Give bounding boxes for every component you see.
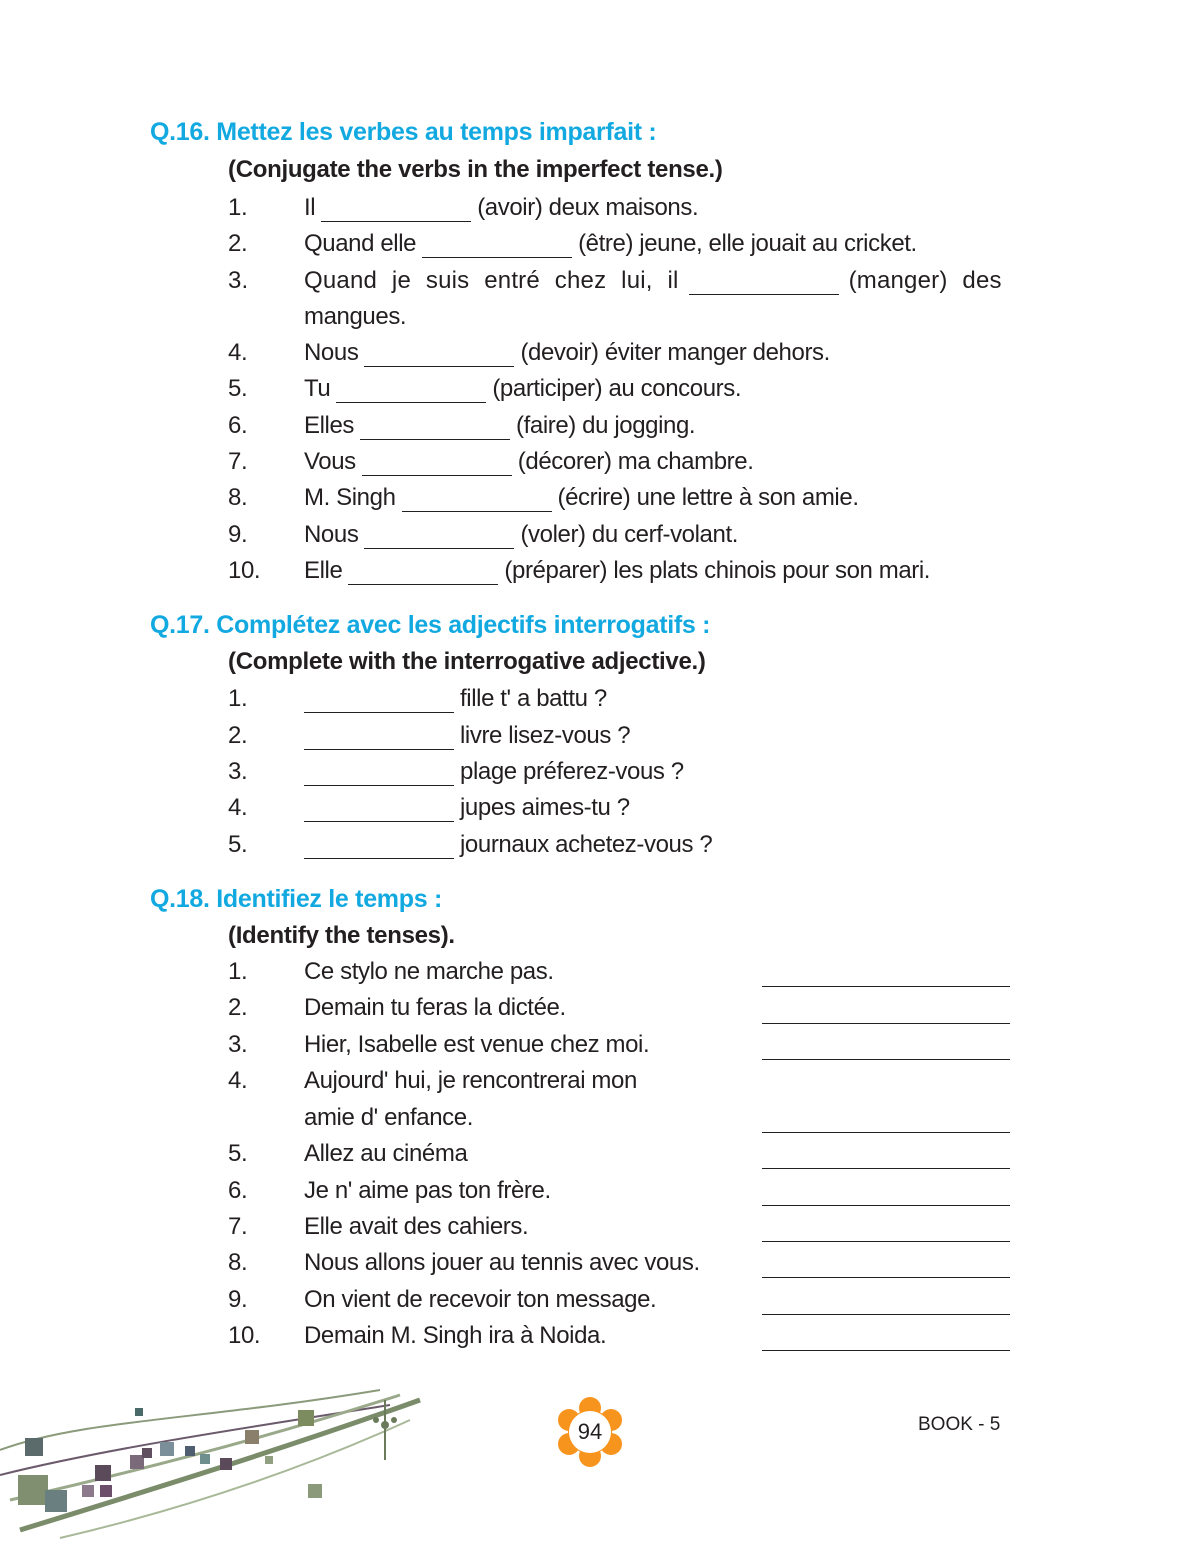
item-suffix: (être) jeune, elle jouait au cricket. [578,230,917,257]
item-number: 6. [228,1177,248,1204]
q17-item-2 [228,718,630,754]
q16-item-6 [228,408,695,444]
item-prefix: Nous [304,521,359,548]
q18-subtitle: (Identify the tenses). [228,922,455,949]
item-suffix: (participer) au concours. [492,375,742,402]
item-number: 7. [228,448,248,475]
item-prefix: Quand elle [304,230,417,257]
item-number: 1. [228,958,248,985]
q18-item-6 [228,1173,551,1209]
answer-blank[interactable] [360,413,510,440]
item-suffix: (faire) du jogging. [516,412,696,439]
item-suffix: (voler) du cerf-volant. [520,521,738,548]
item-number: 3. [228,758,248,785]
item-number: 3. [228,1031,248,1058]
answer-blank[interactable] [348,558,498,585]
q17-item-5 [228,827,712,863]
item-suffix: (décorer) ma chambre. [517,448,754,475]
item-suffix: livre lisez-vous ? [460,722,631,749]
item-text: Elle avait des cahiers. [304,1213,529,1240]
q18-title: Q.18. Identifiez le temps : [150,885,442,913]
q18-item-4-continuation: amie d' enfance. [304,1104,473,1131]
answer-blank[interactable] [402,485,552,512]
item-prefix: Il [304,194,316,221]
q18-item-7 [228,1209,528,1245]
q17-item-4 [228,790,630,826]
item-prefix: Tu [304,375,331,402]
item-text: On vient de recevoir ton message. [304,1286,657,1313]
item-number: 2. [228,722,248,749]
answer-line[interactable] [762,986,1010,987]
answer-line[interactable] [762,1023,1010,1024]
q18-item-4 [228,1063,637,1099]
item-prefix: Elles [304,412,355,439]
item-number: 4. [228,794,248,821]
answer-blank[interactable] [689,268,839,295]
q18-item-8 [228,1245,700,1281]
answer-line[interactable] [762,1059,1010,1060]
item-prefix: Vous [304,448,356,475]
page-number-badge [554,1396,626,1468]
item-text: Hier, Isabelle est venue chez moi. [304,1031,650,1058]
item-number: 4. [228,339,248,366]
q18-item-10 [228,1318,606,1354]
item-suffix: (devoir) éviter manger dehors. [520,339,830,366]
item-text: Demain M. Singh ira à Noida. [304,1322,607,1349]
answer-blank[interactable] [422,231,572,258]
item-text: Ce stylo ne marche pas. [304,958,554,985]
q18-item-1 [228,954,554,990]
q16-item-1 [228,190,698,226]
item-number: 10. [228,1322,261,1349]
q16-item-7 [228,444,753,480]
item-prefix: M. Singh [304,484,396,511]
item-number: 3. [228,267,249,294]
answer-blank[interactable] [321,195,471,222]
item-number: 2. [228,230,248,257]
item-text: Demain tu feras la dictée. [304,994,566,1021]
item-text: Nous allons jouer au tennis avec vous. [304,1249,700,1276]
answer-blank[interactable] [304,759,454,786]
item-number: 5. [228,831,248,858]
item-suffix: plage préferez-vous ? [460,758,684,785]
q16-item-3-continuation: mangues. [304,303,407,330]
answer-blank[interactable] [364,522,514,549]
q18-item-9 [228,1282,656,1318]
item-suffix: journaux achetez-vous ? [460,831,713,858]
q18-item-2 [228,990,566,1026]
item-suffix: jupes aimes-tu ? [460,794,630,821]
answer-line[interactable] [762,1314,1010,1315]
q18-item-5 [228,1136,467,1172]
q16-item-10 [228,553,930,589]
answer-blank[interactable] [304,723,454,750]
item-number: 2. [228,994,248,1021]
answer-blank[interactable] [362,449,512,476]
item-suffix: (avoir) deux maisons. [477,194,699,221]
item-text: Je n' aime pas ton frère. [304,1177,551,1204]
item-number: 9. [228,521,248,548]
item-number: 10. [228,557,261,584]
item-suffix: (écrire) une lettre à son amie. [557,484,859,511]
q17-subtitle: (Complete with the interrogative adjective.) [228,648,706,675]
q16-item-8 [228,480,859,516]
book-label: BOOK - 5 [918,1414,1001,1435]
item-text: Allez au cinéma [304,1140,468,1167]
item-number: 5. [228,1140,248,1167]
item-number: 1. [228,194,248,221]
q17-item-3 [228,754,684,790]
answer-line[interactable] [762,1168,1010,1169]
q16-item-2 [228,226,917,262]
item-number: 9. [228,1286,248,1313]
item-number: 8. [228,484,248,511]
item-text: Aujourd' hui, je rencontrerai mon [304,1067,637,1094]
item-prefix: Nous [304,339,359,366]
answer-line[interactable] [762,1277,1010,1278]
item-prefix: Quand je suis entré chez lui, il [304,267,679,294]
answer-blank[interactable] [304,832,454,859]
item-suffix: (préparer) les plats chinois pour son mari. [504,557,931,584]
item-number: 7. [228,1213,248,1240]
q16-subtitle: (Conjugate the verbs in the imperfect tense.) [228,156,723,183]
answer-line[interactable] [762,1205,1010,1206]
answer-line[interactable] [762,1132,1010,1133]
item-suffix: fille t' a battu ? [460,685,607,712]
answer-line[interactable] [762,1241,1010,1242]
item-number: 8. [228,1249,248,1276]
item-prefix: Elle [304,557,343,584]
decorative-swirl-icon [0,1380,430,1540]
item-number: 6. [228,412,248,439]
item-number: 5. [228,375,248,402]
item-suffix: (manger) des [848,267,1002,294]
answer-blank[interactable] [304,795,454,822]
answer-blank[interactable] [364,340,514,367]
q16-item-9 [228,517,738,553]
q17-item-1 [228,681,607,717]
page-number: 94 [577,1419,603,1444]
q18-item-3 [228,1027,649,1063]
q16-item-3 [228,263,1002,299]
q17-title: Q.17. Complétez avec les adjectifs interrogatifs : [150,611,711,639]
q16-title: Q.16. Mettez les verbes au temps imparfait : [150,118,657,146]
q16-item-4 [228,335,830,371]
answer-blank[interactable] [304,686,454,713]
answer-blank[interactable] [336,376,486,403]
item-number: 1. [228,685,248,712]
q16-item-5 [228,371,741,407]
answer-line[interactable] [762,1350,1010,1351]
item-number: 4. [228,1067,248,1094]
